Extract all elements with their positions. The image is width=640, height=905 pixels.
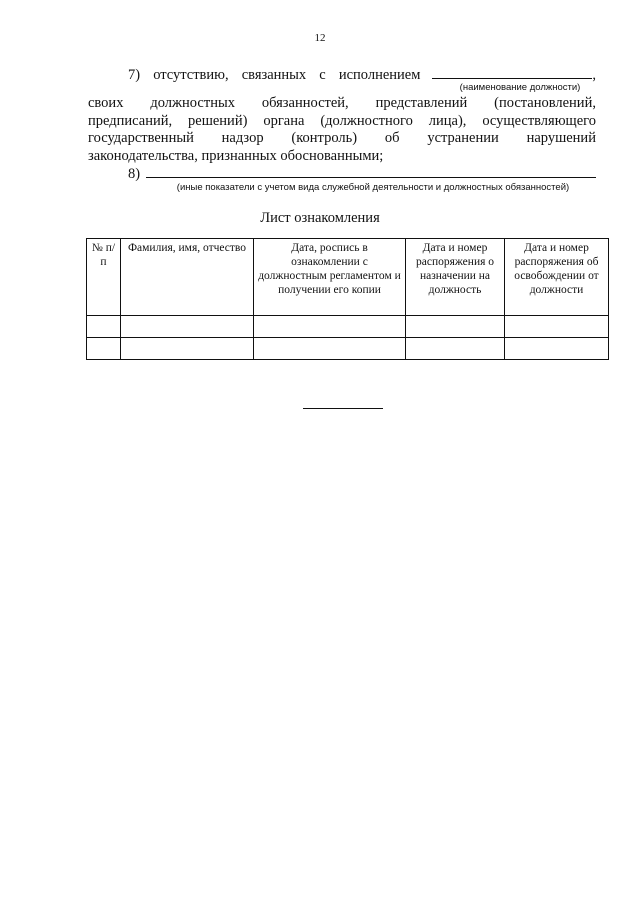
table-cell [505,338,609,360]
end-divider [303,408,383,409]
item-7-word: исполнением [338,67,421,83]
header-appointment-order: Дата и номер распоряжения о назначении на должность [406,239,505,316]
acknowledgement-table [86,238,609,360]
page-number: 12 [314,32,326,44]
paragraph-last-line: законодательства, признанных обоснованными; [88,147,384,164]
table-cell [505,316,609,338]
table-cell [406,316,505,338]
header-full-name: Фамилия, имя, отчество [121,239,254,316]
table-header-row [87,239,609,316]
item-7-word: с [319,67,326,83]
sheet-title: Лист ознакомления [260,210,380,226]
other-indicators-blank [146,163,596,178]
item-7-word: связанных [241,67,307,83]
table-cell [121,338,254,360]
header-signature-date: Дата, роспись в ознакомлении с должностным регламентом и получении его копии [254,239,406,316]
table-cell [121,316,254,338]
table-cell [406,338,505,360]
table-cell [87,316,121,338]
position-name-blank [432,64,592,79]
header-dismissal-order: Дата и номер распоряжения об освобождении от должности [505,239,609,316]
other-indicators-hint: (иные показатели с учетом вида служебной деятельности и должностных обязанностей) [176,182,570,193]
item-7-first-line [88,64,596,84]
paragraph-line: предписаний, решений) органа (должностного лица), осуществляющего [88,112,596,129]
header-number: № п/п [87,239,121,316]
paragraph-line: своих должностных обязанностей, представлений (постановлений, [88,95,596,111]
table-row [87,338,609,360]
item-8-number: 8) [128,166,141,182]
item-7-word: отсутствию, [153,67,229,83]
position-name-hint: (наименование должности) [459,82,581,93]
table-cell [87,338,121,360]
table-cell [254,338,406,360]
paragraph-line: государственный надзор (контроль) об устранении нарушений [88,130,596,146]
table-cell [254,316,406,338]
item-8-line [128,163,596,183]
item-7-number: 7) [128,67,141,83]
item-7-paragraph [88,95,596,165]
item-7-comma: , [592,67,597,83]
table-row [87,316,609,338]
